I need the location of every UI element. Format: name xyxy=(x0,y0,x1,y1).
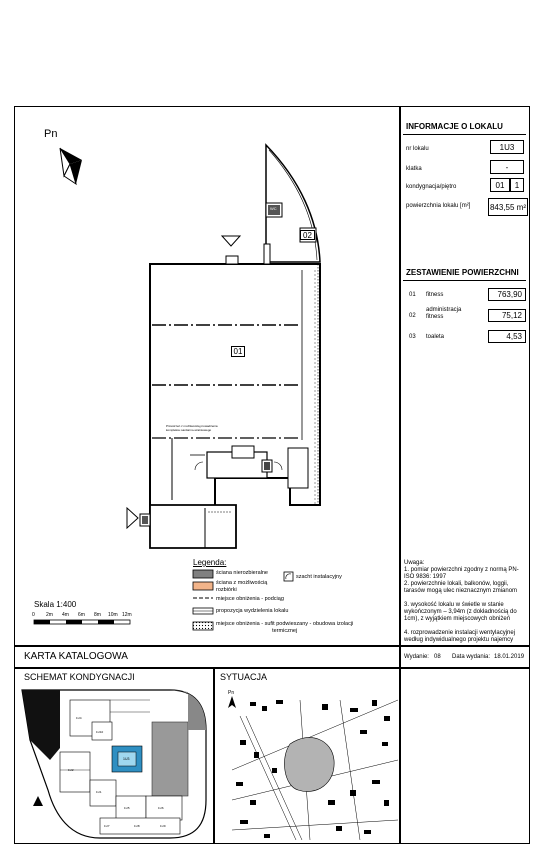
legend-item-1: ściana nierozbieralne xyxy=(216,570,268,576)
notes-title: Uwaga: xyxy=(404,560,425,566)
info-label-powierzchnia: powierzchnia lokalu [m²] xyxy=(406,203,471,209)
scale-tick-0: 0 xyxy=(32,612,35,618)
date-label: Data wydania: xyxy=(452,654,491,660)
room-label-02: 02 xyxy=(300,230,315,240)
summary-no-02: 02 xyxy=(409,313,416,319)
note-3: 3. wysokość lokalu w świetle w stanie wykończonym – 3,94m (z dokładnością do 1cm), z wyjątkiem miejscowych obniżeń xyxy=(404,602,517,622)
summary-area-03: 4,53 xyxy=(488,330,526,343)
legend-item-3: miejsce obniżenia - podciąg xyxy=(216,596,284,602)
scale-tick-2m: 2m xyxy=(46,612,53,618)
schemat-title: SCHEMAT KONDYGNACJI xyxy=(24,672,135,682)
schemat-label-1u6: 1U6 xyxy=(158,806,164,810)
sytuacja-north-label: Pn xyxy=(228,690,235,696)
note-4: 4. rozprowadzenie instalacji wentylacyjnej według indywidualnego projektu najemcy xyxy=(404,630,516,643)
summary-no-03: 03 xyxy=(409,334,416,340)
legend-item-4: propozycja wydzielenia lokalu xyxy=(216,608,289,614)
summary-name-02: administracja fitness xyxy=(426,307,462,320)
edition-value: 08 xyxy=(434,654,441,660)
summary-name-01: fitness xyxy=(426,292,444,298)
date-value: 18.01.2019 xyxy=(494,654,525,660)
info-value-kondygnacja-b: 1 xyxy=(510,178,524,192)
info-value-powierzchnia: 843,55 m² xyxy=(488,198,528,216)
plan-annotation: Przestrzeń z możliwością prowadzenia kompleksu sanitarno-szatniowego xyxy=(166,424,218,432)
sytuacja-title: SYTUACJA xyxy=(220,672,268,682)
legend-title: Legenda: xyxy=(193,558,227,567)
note-1: 1. pomiar powierzchni zgodny z normą PN-ISO 9836: 1997 xyxy=(404,567,519,580)
summary-no-01: 01 xyxy=(409,292,416,298)
info-label-klatka: klatka xyxy=(406,166,422,172)
footer-title: KARTA KATALOGOWA xyxy=(24,651,128,662)
legend-item-2: ściana z możliwością rozbiórki xyxy=(216,580,268,593)
scale-tick-6m: 6m xyxy=(78,612,85,618)
legend-item-5: miejsce obniżenia - sufit podwieszany - obudowa izolacji termicznej xyxy=(216,621,354,634)
schemat-label-1u3: 1U3 xyxy=(123,757,130,761)
schemat-label-1u5: 1U5 xyxy=(124,806,130,810)
scale-label: Skala 1:400 xyxy=(34,600,77,609)
legend-shaft: szacht instalacyjny xyxy=(296,574,342,580)
info-value-kondygnacja-a: 01 xyxy=(490,178,510,192)
summary-title: ZESTAWIENIE POWIERZCHNI xyxy=(406,268,519,277)
sytuacja-north-icon xyxy=(228,696,236,708)
info-title: INFORMACJE O LOKALU xyxy=(406,122,503,131)
summary-area-02: 75,12 xyxy=(488,309,526,322)
room-label-01: 01 xyxy=(231,346,245,357)
summary-name-03: toaleta xyxy=(426,334,445,340)
small-room-label: WC xyxy=(270,206,277,211)
schemat-label-1u8: 1U8 xyxy=(134,824,140,828)
edition-label: Wydanie: xyxy=(404,654,429,660)
schemat-label-1u4: 1U4 xyxy=(76,716,82,720)
scale-tick-8m: 8m xyxy=(94,612,101,618)
schemat-label-1u10: 1U10 xyxy=(96,730,104,734)
info-value-klatka: - xyxy=(490,160,524,174)
schemat-label-1u1: 1U1 xyxy=(96,790,102,794)
scale-tick-12m: 12m xyxy=(122,612,132,618)
summary-area-01: 763,90 xyxy=(488,288,526,301)
schemat-label-1u2: 1U2 xyxy=(68,768,74,772)
schemat-label-1u9: 1U9 xyxy=(160,824,166,828)
note-2: 2. powierzchnie lokali, balkonów, loggii, tarasów mogą ulec nieznacznym zmianom xyxy=(404,581,518,594)
info-label-kondygnacja: kondygnacja/piętro xyxy=(406,184,457,190)
info-value-nr-lokalu: 1U3 xyxy=(490,140,524,154)
scale-tick-10m: 10m xyxy=(108,612,118,618)
north-label: Pn xyxy=(44,128,58,140)
scale-tick-4m: 4m xyxy=(62,612,69,618)
info-label-nr-lokalu: nr lokalu xyxy=(406,146,429,152)
schemat-label-1u7: 1U7 xyxy=(104,824,110,828)
